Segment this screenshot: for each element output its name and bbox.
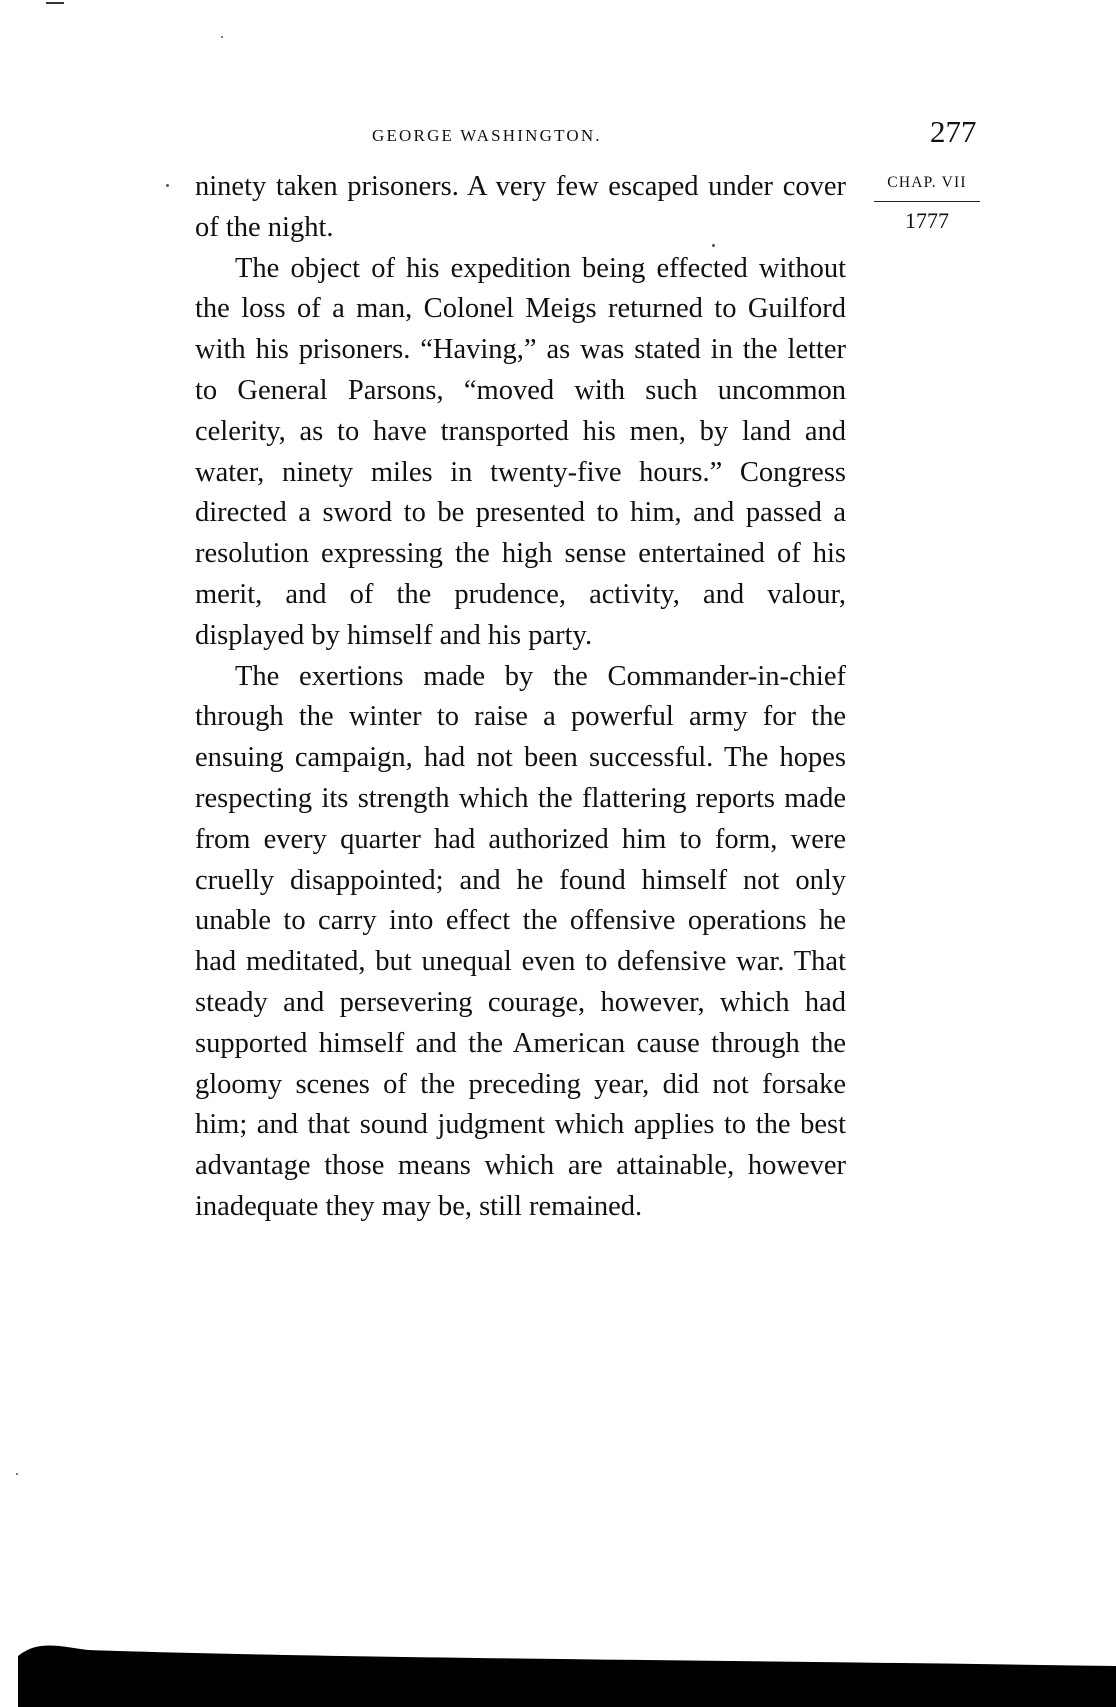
- speck-mark: [16, 1473, 18, 1475]
- speck-mark: [712, 244, 715, 247]
- running-head: GEORGE WASHINGTON.: [372, 126, 602, 145]
- paragraph-2: The object of his expedition being effected without the loss of a man, Colonel Meigs returned to Guilford with his prisoners. “Having,” as was stated in the letter to General Parsons, “moved with such uncommon celerity, as to have transported his men, by land and water, ninety miles in twenty-five hours.” Congress directed a sword to be presented to him, and passed a resolution expressing the high sense entertained of his merit, and of the prudence, activity, and valour, displayed by himself and his party.: [195, 252, 846, 651]
- chapter-label: CHAP. VII: [874, 174, 980, 202]
- speck-mark: [221, 36, 223, 38]
- page-number: 277: [930, 114, 977, 149]
- paragraph-1: ninety taken prisoners. A very few escaped under cover of the night.: [195, 171, 846, 243]
- margin-note: [866, 174, 980, 234]
- page-edge-shadow: [18, 1636, 1116, 1707]
- body-text: [195, 167, 846, 1228]
- year-label: 1777: [905, 208, 949, 233]
- speck-mark: [46, 2, 64, 4]
- speck-mark: [166, 184, 169, 187]
- paragraph-3: The exertions made by the Commander-in-chief through the winter to raise a powerful army for the ensuing campaign, had not been successful. The hopes respecting its strength which the flattering reports made from every quarter had authorized him to form, were cruelly disappointed; and he found himself not only unable to carry into effect the offensive operations he had meditated, but unequal even to defensive war. That steady and persevering courage, however, which had supported himself and the American cause through the gloomy scenes of the preceding year, did not forsake him; and that sound judgment which applies to the best advantage those means which are attainable, however inadequate they may be, still remained.: [195, 660, 846, 1222]
